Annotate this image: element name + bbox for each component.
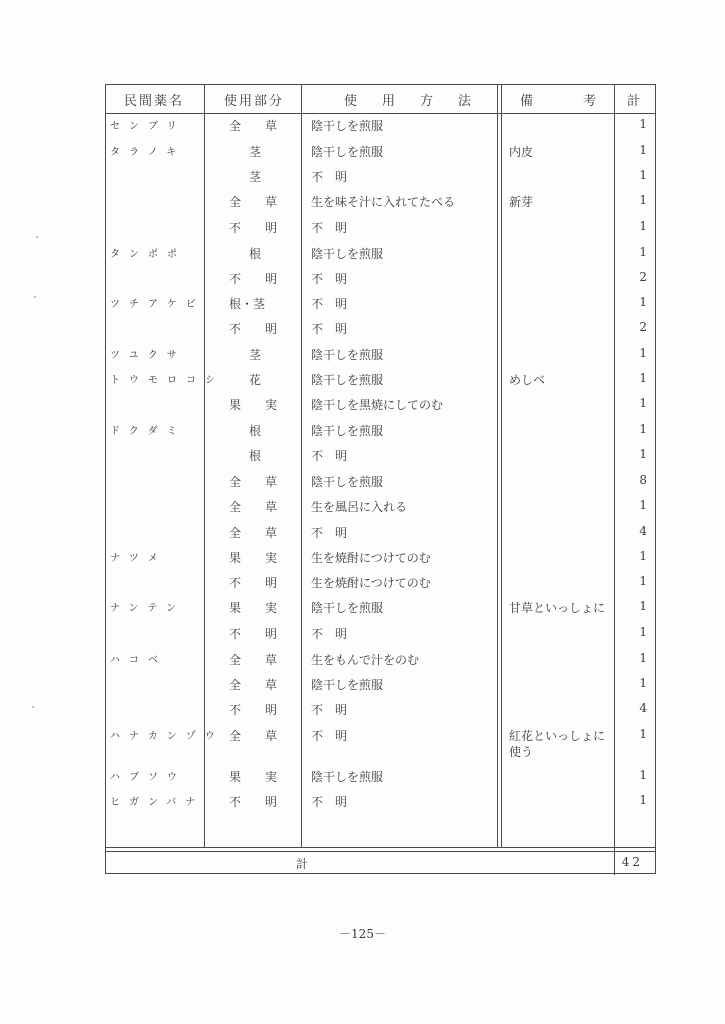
scan-speck	[34, 296, 36, 298]
total-rule	[106, 851, 655, 852]
header-method: 使 用 方 法	[344, 94, 478, 109]
count-value: 1	[639, 599, 647, 613]
usage-part: 茎	[249, 348, 262, 362]
remedy-name: ハナカンゾウ	[110, 731, 224, 742]
total-value: 42	[621, 855, 643, 869]
count-value: 1	[639, 625, 647, 639]
usage-method: 陰干しを煎服	[311, 145, 384, 159]
remedy-name: タンポポ	[110, 249, 186, 260]
usage-part: 根	[249, 424, 262, 438]
usage-method: 陰干しを煎服	[311, 601, 384, 615]
usage-method: 不 明	[311, 170, 348, 184]
usage-method: 陰干しを煎服	[311, 348, 384, 362]
usage-part: 不 明	[229, 272, 278, 286]
usage-method: 陰干しを煎服	[311, 770, 384, 784]
usage-part: 不 明	[229, 322, 278, 336]
remark: 紅花といっしょに	[509, 729, 606, 743]
page-number: －125－	[339, 927, 386, 941]
remark: めしべ	[509, 373, 546, 387]
remedy-name: トウモロコシ	[110, 375, 224, 386]
count-value: 4	[639, 524, 647, 538]
usage-method: 不 明	[311, 297, 348, 311]
usage-method: 不 明	[311, 729, 348, 743]
remark: 甘草といっしょに	[509, 601, 606, 615]
usage-method: 不 明	[311, 795, 348, 809]
usage-part: 不 明	[229, 703, 278, 717]
usage-part: 全 草	[229, 729, 278, 743]
usage-part: 果 実	[229, 398, 278, 412]
usage-method: 不 明	[311, 526, 348, 540]
count-value: 8	[639, 473, 647, 487]
remedy-name: ハブソウ	[110, 772, 186, 783]
total-rule	[106, 847, 655, 848]
count-value: 1	[639, 574, 647, 588]
remedy-name: ハコベ	[110, 655, 167, 666]
remark: 内皮	[509, 145, 534, 159]
usage-method: 陰干しを煎服	[311, 424, 384, 438]
usage-part: 不 明	[229, 221, 278, 235]
usage-part: 全 草	[229, 195, 278, 209]
count-value: 1	[639, 768, 647, 782]
remedy-name: ヒガンバナ	[110, 797, 205, 808]
count-value: 1	[639, 549, 647, 563]
usage-part: 全 草	[229, 653, 278, 667]
count-value: 1	[639, 371, 647, 385]
usage-part: 不 明	[229, 627, 278, 641]
remark: 新芽	[509, 195, 534, 209]
remedy-name: タラノキ	[110, 147, 186, 158]
usage-method: 不 明	[311, 272, 348, 286]
count-value: 1	[639, 295, 647, 309]
count-value: 1	[639, 498, 647, 512]
usage-part: 全 草	[229, 475, 278, 489]
count-value: 1	[639, 245, 647, 259]
usage-method: 陰干しを煎服	[311, 373, 384, 387]
usage-method: 陰干しを黒焼にしてのむ	[311, 398, 444, 412]
count-value: 1	[639, 447, 647, 461]
usage-method: 不 明	[311, 449, 348, 463]
header-count: 計	[627, 94, 643, 109]
remedy-name: ナンテン	[110, 603, 185, 614]
usage-part: 全 草	[229, 119, 278, 133]
count-value: 4	[639, 701, 647, 715]
remedy-name: ツチアケビ	[110, 299, 205, 310]
remedy-name: センブリ	[110, 121, 186, 132]
remedy-table	[105, 84, 656, 874]
usage-method: 陰干しを煎服	[311, 475, 384, 489]
column-divider	[497, 85, 502, 847]
header-notes: 備 考	[520, 94, 605, 109]
count-value: 1	[639, 396, 647, 410]
usage-part: 不 明	[229, 576, 278, 590]
header-name: 民間薬名	[124, 94, 185, 109]
column-divider	[614, 85, 615, 875]
usage-method: 不 明	[311, 627, 348, 641]
count-value: 1	[639, 727, 647, 741]
count-value: 1	[639, 793, 647, 807]
usage-part: 根	[249, 247, 262, 261]
count-value: 2	[639, 270, 647, 284]
count-value: 1	[639, 117, 647, 131]
usage-method: 不 明	[311, 322, 348, 336]
usage-method: 生を味そ汁に入れてたべる	[311, 195, 456, 209]
remedy-name: ナツメ	[110, 553, 167, 564]
remark: 使う	[509, 745, 534, 759]
total-label: 計	[296, 857, 309, 871]
usage-part: 花	[249, 373, 262, 387]
remedy-name: ドクダミ	[110, 426, 186, 437]
usage-part: 茎	[249, 170, 262, 184]
usage-part: 根・茎	[229, 297, 266, 311]
usage-method: 不 明	[311, 221, 348, 235]
usage-method: 生をもんで汁をのむ	[311, 653, 420, 667]
usage-part: 根	[249, 449, 262, 463]
usage-part: 果 実	[229, 770, 278, 784]
count-value: 1	[639, 651, 647, 665]
usage-part: 全 草	[229, 526, 278, 540]
header-part: 使用部分	[224, 94, 285, 109]
usage-part: 茎	[249, 145, 262, 159]
count-value: 1	[639, 143, 647, 157]
usage-method: 陰干しを煎服	[311, 247, 384, 261]
usage-part: 全 草	[229, 500, 278, 514]
count-value: 1	[639, 422, 647, 436]
usage-part: 果 実	[229, 551, 278, 565]
count-value: 1	[639, 346, 647, 360]
count-value: 1	[639, 168, 647, 182]
usage-method: 生を焼酎につけてのむ	[311, 576, 431, 590]
column-divider	[301, 85, 302, 847]
remedy-name: ツユクサ	[110, 350, 186, 361]
usage-method: 不 明	[311, 703, 348, 717]
count-value: 1	[639, 193, 647, 207]
usage-part: 全 草	[229, 678, 278, 692]
count-value: 1	[639, 676, 647, 690]
usage-method: 生を風呂に入れる	[311, 500, 408, 514]
scan-speck	[36, 236, 38, 238]
usage-method: 陰干しを煎服	[311, 119, 384, 133]
count-value: 2	[639, 320, 647, 334]
usage-method: 陰干しを煎服	[311, 678, 384, 692]
scan-speck	[32, 706, 34, 708]
usage-part: 不 明	[229, 795, 278, 809]
count-value: 1	[639, 219, 647, 233]
usage-part: 果 実	[229, 601, 278, 615]
usage-method: 生を焼酎につけてのむ	[311, 551, 431, 565]
header-rule	[106, 113, 655, 114]
